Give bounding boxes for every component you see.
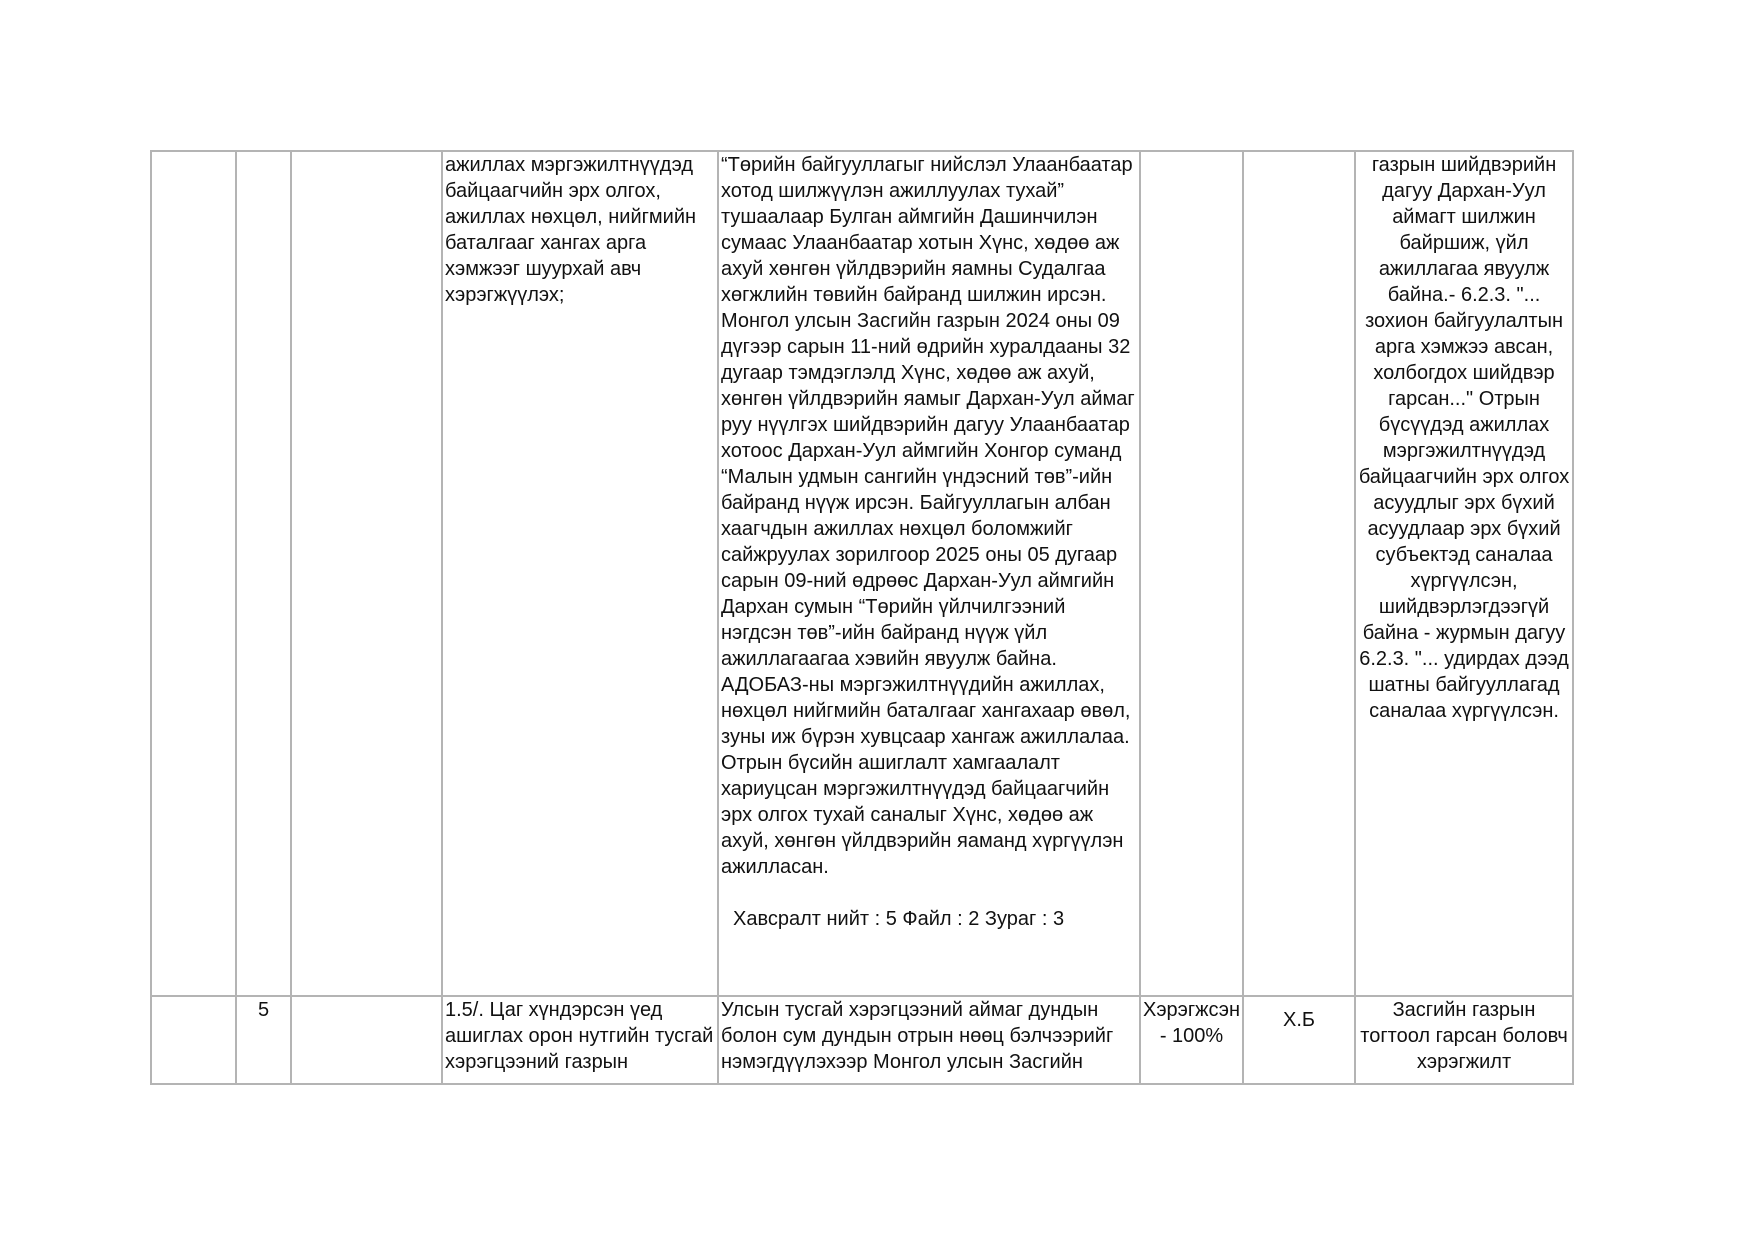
report-cell xyxy=(718,996,1140,1084)
report-text: “Төрийн байгууллагыг нийслэл Улаанбаатар хотод шилжүүлэн ажиллуулах тухай” тушаалаар Булган аймгийн Дашинчилэн сумаас Улаанбаатар хотын Хүнс, хөдөө аж ахуй хөнгөн үйлдвэрийн яамны Судалгаа хөгжлийн төвийн байранд шилжин ирсэн. Монгол улсын Засгийн газрын 2024 оны 09 дүгээр сарын 11-ний өдрийн хуралдааны 32 дугаар тэмдэглэлд Хүнс, хөдөө аж ахуй, хөнгөн үйлдвэрийн яамыг Дархан-Уул аймаг руу нүүлгэх шийдвэрийн дагуу Улаанбаатар хотоос Дархан-Уул аймгийн Хонгор суманд “Малын удмын сангийн үндэсний төв”-ийн байранд нүүж ирсэн. Байгууллагын албан хаагчдын ажиллах нөхцөл боломжийг сайжруулах зорилгоор 2025 оны 05 дугаар сарын 09-ний өдрөөс Дархан-Уул аймгийн Дархан сумын “Төрийн үйлчилгээний нэгдсэн төв”-ийн байранд нүүж үйл ажиллагаагаа хэвийн явуулж байна. АДОБАЗ-ны мэргэжилтнүүдийн ажиллах, нөхцөл нийгмийн баталгааг хангахаар өвөл, зуны иж бүрэн хувцсаар хангаж ажиллалаа. Отрын бүсийн ашиглалт хамгаалалт хариуцсан мэргэжилтнүүдэд байцаагчийн эрх олгох тухай саналыг Хүнс, хөдөө аж ахуй, хөнгөн үйлдвэрийн яаманд хүргүүлэн ажилласан. xyxy=(721,154,1135,878)
task-text: 1.5/. Цаг хүндэрсэн үед ашиглах орон нутгийн тусгай хэрэгцээний газрын xyxy=(445,999,714,1073)
objective-cell xyxy=(291,996,442,1084)
table-row xyxy=(151,996,1573,1084)
status-cell xyxy=(1140,151,1243,996)
objective-cell xyxy=(291,151,442,996)
status-cell: Хэрэгжсэн - 100% xyxy=(1140,996,1243,1084)
report-text: Улсын тусгай хэрэгцээний аймаг дундын болон сум дундын отрын нөөц бэлчээрийг нэмэгдүүлэхээр Монгол улсын Засгийн xyxy=(721,999,1114,1073)
assessor-cell xyxy=(1243,151,1355,996)
group-cell xyxy=(151,996,236,1084)
table-row xyxy=(151,151,1573,996)
report-cell xyxy=(718,151,1140,996)
assessor-cell: Х.Б xyxy=(1243,996,1355,1084)
row-number-cell: 5 xyxy=(236,996,291,1084)
comment-text: Засгийн газрын тогтоол гарсан боловч хэрэгжилт xyxy=(1360,999,1568,1073)
evaluation-table xyxy=(150,150,1574,1085)
attachments-summary: Хавсралт нийт : 5 Файл : 2 Зураг : 3 xyxy=(733,908,1065,930)
comment-cell xyxy=(1355,996,1573,1084)
group-cell xyxy=(151,151,236,996)
task-cell: ажиллах мэргэжилтнүүдэд байцаагчийн эрх олгох, ажиллах нөхцөл, нийгмийн баталгааг хангах арга хэмжээг шуурхай авч хэрэгжүүлэх; xyxy=(442,151,718,996)
comment-cell: газрын шийдвэрийн дагуу Дархан-Уул аймагт шилжин байршиж, үйл ажиллагаа явуулж байна.- 6.2.3. "... зохион байгуулалтын арга хэмжээ авсан, холбогдох шийдвэр гарсан..." Отрын бүсүүдэд ажиллах мэргэжилтнүүдэд байцаагчийн эрх олгох асуудлыг эрх бүхий асуудлаар эрх бүхий субъектэд саналаа хүргүүлсэн, шийдвэрлэгдээгүй байна - журмын дагуу 6.2.3. "... удирдах дээд шатны байгууллагад саналаа хүргүүлсэн. xyxy=(1355,151,1573,996)
row-number-cell xyxy=(236,151,291,996)
task-cell xyxy=(442,996,718,1084)
